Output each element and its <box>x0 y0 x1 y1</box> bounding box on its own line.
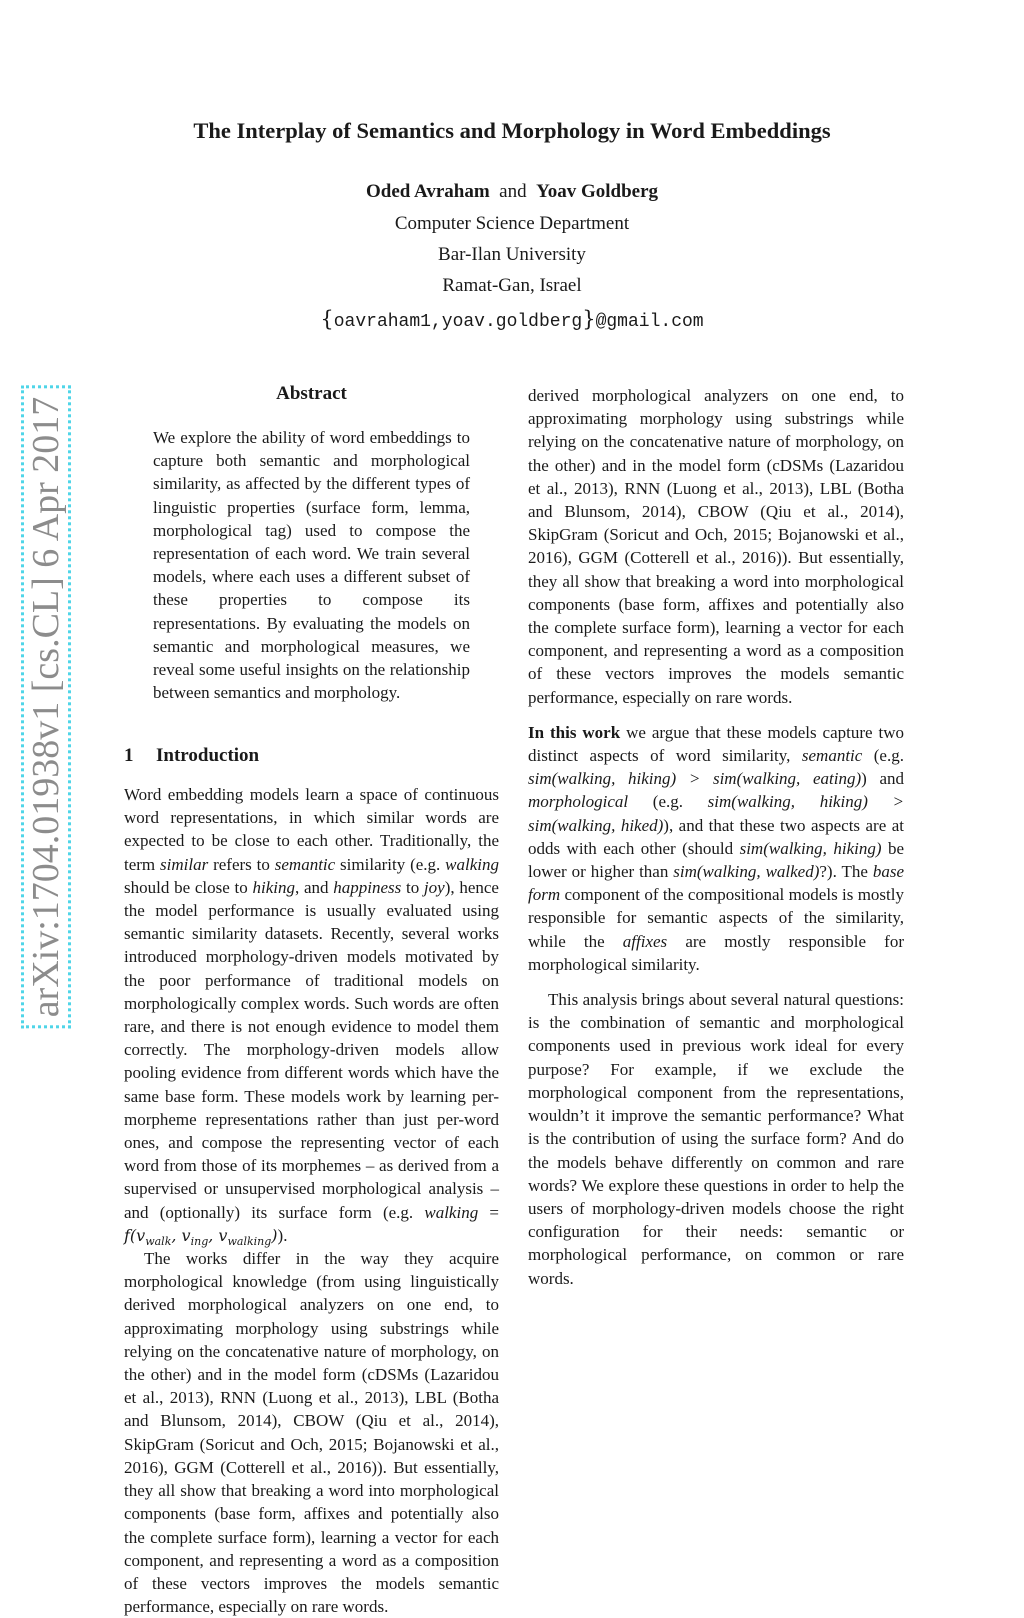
text-run: ). <box>277 1225 288 1245</box>
affiliation-university: Bar-Ilan University <box>438 244 586 265</box>
emphasis: base form <box>528 862 904 905</box>
text-run: component of the compositional models is mostly responsible for semantic aspects of the similarity, while the <box>528 885 904 951</box>
email-users: oavraham1,yoav.goldberg <box>333 312 583 332</box>
emphasis: sim(walking, hiking) > sim(walking, hiked) <box>528 792 904 835</box>
email-domain: @gmail.com <box>595 312 704 332</box>
emphasis: walking <box>445 854 500 874</box>
emphasis: happiness <box>333 877 402 897</box>
emphasis: joy <box>423 877 445 897</box>
text-run: ) and <box>861 769 904 789</box>
text-run: , and <box>294 877 334 897</box>
intro-paragraph-1 <box>124 783 499 1247</box>
run-in-heading: In this work <box>528 722 621 742</box>
affiliation-department: Computer Science Department <box>394 213 630 234</box>
emphasis: hiking <box>252 877 295 897</box>
text-run: are mostly responsible for morphological similarity. <box>528 931 904 974</box>
intro-paragraph-3 <box>528 721 904 976</box>
intro-paragraph-2-continued: derived morphological analyzers on one end, to approximating morphology using substrings while relying on the concatenative nature of morphology, on the other) and in the model form (cDSMs (Lazaridou et al., 2013), RNN (Luong et al., 2013), LBL (Botha and Blunsom, 2014), CBOW (Qiu et al., 2014), SkipGram (Soricut and Och, 2015; Bojanowski et al., 2016), GGM (Cotterell et al., 2016)). But essentially, they all show that breaking a word into morphological components (base form, affixes and potentially also the complete surface form), learning a vector for each component, and representing a word as a composition of these vectors improves the models semantic performance, especially on rare words. <box>528 386 904 707</box>
author-oded-avraham: Oded Avraham <box>365 181 490 202</box>
text-run: we argue that these models capture two distinct aspects of word similarity, <box>528 722 904 766</box>
right-column <box>528 384 904 1290</box>
section-number: 1 <box>124 745 134 766</box>
authors-line <box>0 181 1024 203</box>
formula-part: , v <box>171 1225 191 1245</box>
text-run: (e.g. <box>862 746 904 766</box>
text-run: = <box>478 1202 499 1222</box>
emphasis: sim(walking, hiking) <box>739 838 882 858</box>
text-run: similarity (e.g. <box>335 854 446 874</box>
arxiv-identifier: arXiv:1704.01938v1 [cs.CL] 6 Apr 2017 <box>21 386 71 1029</box>
emphasis: sim(walking, walked) <box>673 862 820 882</box>
text-run: (e.g. <box>628 792 708 812</box>
emphasis: similar <box>160 854 209 874</box>
emphasis: semantic <box>801 746 863 766</box>
abstract-heading: Abstract <box>276 383 347 404</box>
text-run: ), and that these two aspects are at odds with each other (should <box>528 815 904 858</box>
formula-part: ) <box>271 1225 278 1245</box>
emphasis: affixes <box>622 931 668 951</box>
affiliation-city: Ramat-Gan, Israel <box>442 275 582 296</box>
composition-formula <box>124 1225 278 1249</box>
email-brace-close: } <box>582 307 596 331</box>
text-run: Word embedding models learn a space of continuous word representations, in which similar words are expected to be close to each other. Traditionally, the term <box>124 785 499 874</box>
formula-part: f(v <box>124 1225 146 1245</box>
email-brace-open: { <box>320 307 334 331</box>
section-title: Introduction <box>156 745 260 766</box>
text-run: ?). The <box>819 862 873 882</box>
text-run: refers to <box>208 854 275 874</box>
formula-subscript: walking <box>227 1235 272 1249</box>
paper-title: The Interplay of Semantics and Morphology in Word Embeddings <box>193 118 831 143</box>
author-email <box>0 307 1024 332</box>
intro-left-column <box>124 783 500 1617</box>
emphasis: morphological <box>528 792 629 812</box>
formula-subscript: ing <box>190 1235 209 1249</box>
arxiv-sidebar <box>22 396 70 1018</box>
author-yoav-goldberg: Yoav Goldberg <box>536 181 659 202</box>
emphasis: walking <box>424 1202 479 1222</box>
text-run: to <box>401 877 424 897</box>
author-separator: and <box>499 181 527 202</box>
intro-paragraph-4: This analysis brings about several natural questions: is the combination of semantic and morphological components used in previous work ideal for every purpose? For example, if we exclude the morphological component from the representations, wouldn’t it improve the semantic performance? What is the contribution of using the surface form? And do the models behave differently on common and rare words? We explore these questions in order to help the users of morphology-driven models choose the right configuration for their needs: semantic or morphological performance, on common or rare words. <box>528 990 904 1288</box>
formula-subscript: walk <box>145 1235 172 1249</box>
formula-part: , v <box>208 1225 228 1245</box>
abstract-body: We explore the ability of word embeddings to capture both semantic and morphological similarity, as affected by the different types of linguistic properties (surface form, lemma, morphological tag) used to compose the representation of each word. We train several models, where each uses a different subset of these properties to compose its representations. By evaluating the models on semantic and morphological measures, we reveal some useful insights on the relationship between semantics and morphology. <box>153 428 470 703</box>
text-run: ), hence the model performance is usually evaluated using semantic similarity datasets. Recently, several works introduced morphology-driven models motivated by the poor performance of traditional models on morphologically complex words. Such words are often rare, and there is not enough evidence to model them correctly. The morphology-driven models allow pooling evidence from different words which have the same base form. These models work by learning per-morpheme representations rather than just per-word ones, and compose the representing vector of each word from those of its morphemes – as derived from a supervised or unsupervised morphological analysis – and (optionally) its surface form (e.g. <box>124 877 499 1222</box>
section-heading-introduction <box>124 745 259 767</box>
intro-paragraph-2: The works differ in the way they acquire morphological knowledge (from using linguistically derived morphological analyzers on one end, to approximating morphology using substrings while relying on the concatenative nature of morphology, on the other) and in the model form (cDSMs (Lazaridou et al., 2013), RNN (Luong et al., 2013), LBL (Botha and Blunsom, 2014), CBOW (Qiu et al., 2014), SkipGram (Soricut and Och, 2015; Bojanowski et al., 2016), GGM (Cotterell et al., 2016)). But essentially, they all show that breaking a word into morphological components (base form, affixes and potentially also the complete surface form), learning a vector for each component, and representing a word as a composition of these vectors improves the models semantic performance, especially on rare words. <box>124 1249 499 1617</box>
text-run: should be close to <box>124 877 253 897</box>
emphasis: semantic <box>274 854 336 874</box>
text-run: be lower or higher than <box>528 838 905 882</box>
emphasis: sim(walking, hiking) > sim(walking, eating) <box>528 769 862 789</box>
